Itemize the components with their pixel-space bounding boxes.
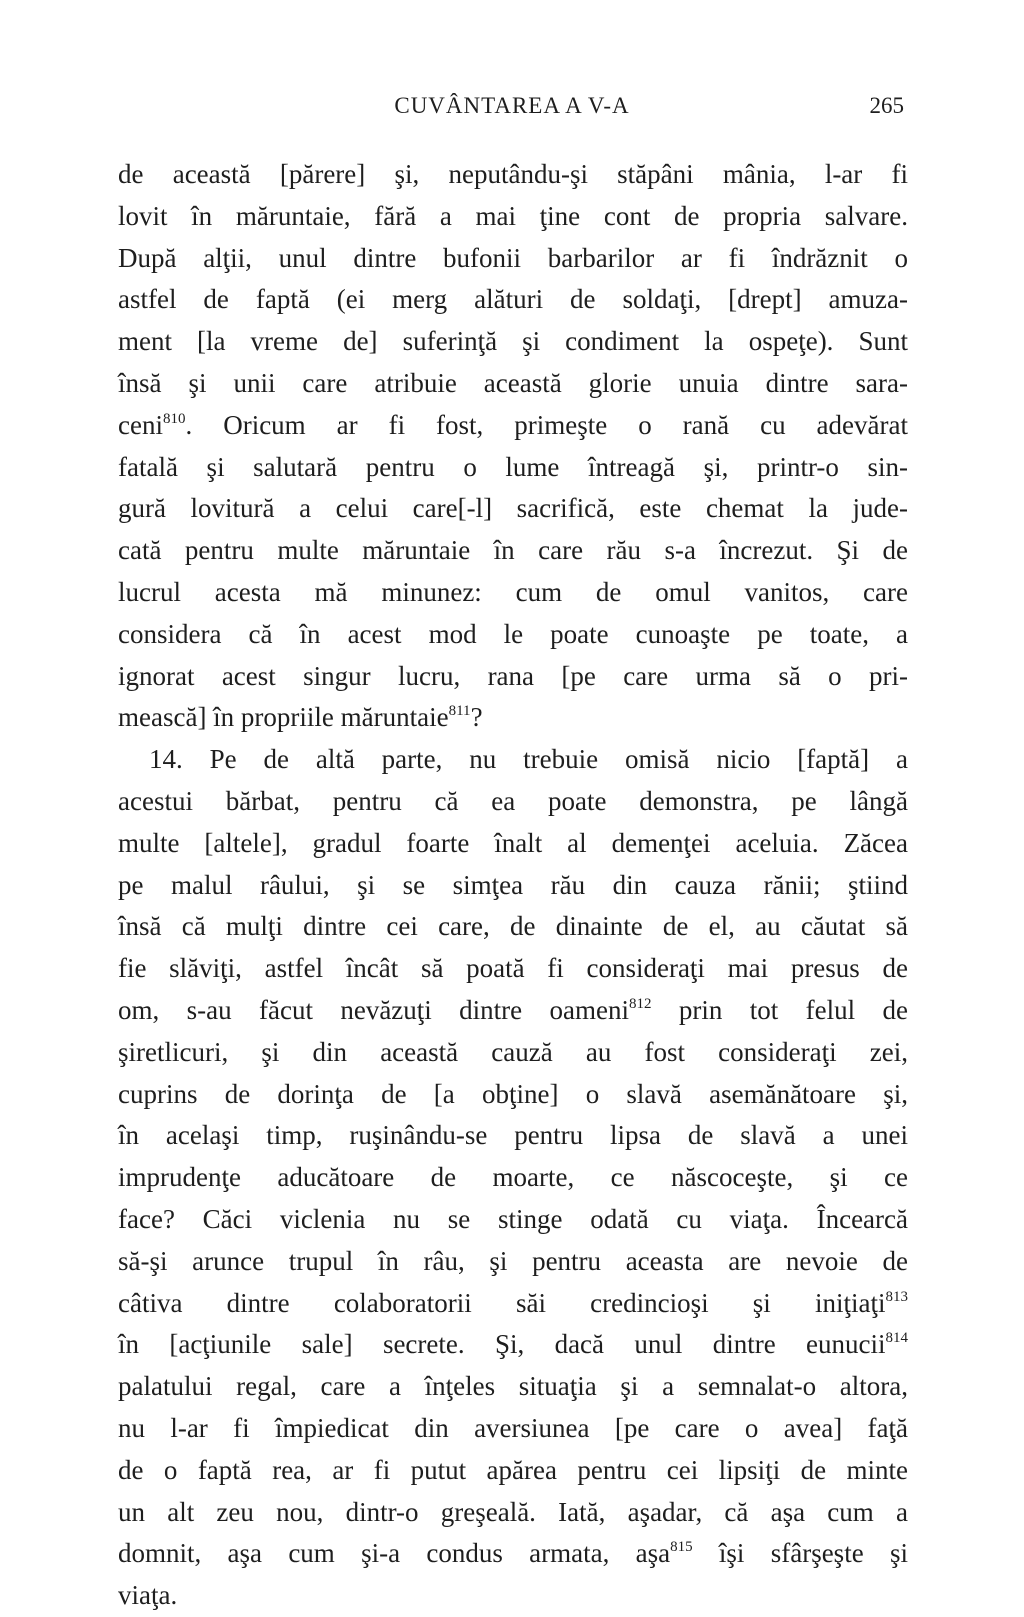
text-line bbox=[118, 1283, 908, 1325]
text-line: fie slăviţi, astfel încât să poată fi consideraţi mai presus de bbox=[118, 953, 908, 984]
text-line: 14. Pe de altă parte, nu trebuie omisă nicio [faptă] a bbox=[149, 744, 908, 775]
text-line: de o faptă rea, ar fi putut apărea pentru cei lipsiţi de minte bbox=[118, 1454, 908, 1485]
text-line: acestui bărbat, pentru că ea poate demonstra, pe lângă bbox=[118, 785, 908, 816]
text-line: ignorat acest singur lucru, rana [pe care urma să o pri- bbox=[118, 660, 908, 691]
text-line: considera că în acest mod le poate cunoaşte pe toate, a bbox=[118, 618, 908, 649]
footnote-ref-813: 813 bbox=[885, 1288, 908, 1305]
running-header bbox=[0, 88, 1024, 124]
text-span: prin tot felul de bbox=[651, 994, 908, 1025]
text-span: ? bbox=[470, 702, 483, 733]
text-line: un alt zeu nou, dintr-o greşeală. Iată, aşadar, că aşa cum a bbox=[118, 1496, 908, 1527]
text-line: cuprins de dorinţa de [a obţine] o slavă asemănătoare şi, bbox=[118, 1078, 908, 1109]
text-line: astfel de faptă (ei merg alături de soldaţi, [drept] amuza- bbox=[118, 284, 908, 315]
body-text bbox=[118, 154, 908, 1617]
text-line: fatală şi salutară pentru o lume întreagă şi, printr-o sin- bbox=[118, 451, 908, 482]
text-line: nu l-ar fi împiedicat din aversiunea [pe care o avea] faţă bbox=[118, 1412, 908, 1443]
text-line: însă şi unii care atribuie această glorie unuia dintre sara- bbox=[118, 367, 908, 398]
footnote-ref-811: 811 bbox=[448, 703, 471, 720]
running-title: CUVÂNTAREA A V-A bbox=[394, 93, 630, 118]
text-line bbox=[118, 697, 908, 739]
text-span: domnit, aşa cum şi-a condus armata, aşa bbox=[118, 1538, 671, 1569]
text-line: pe malul râului, şi se simţea rău din cauza rănii; ştiind bbox=[118, 869, 908, 900]
text-span: ceni bbox=[118, 409, 163, 440]
text-line: însă că mulţi dintre cei care, de dinainte de el, au căutat să bbox=[118, 911, 908, 942]
text-line: lucrul acesta mă minunez: cum de omul vanitos, care bbox=[118, 576, 908, 607]
page-number: 265 bbox=[869, 93, 904, 118]
footnote-ref-814: 814 bbox=[885, 1330, 908, 1347]
paragraph bbox=[118, 154, 908, 739]
text-line: multe [altele], gradul foarte înalt al demenţei aceluia. Zăcea bbox=[118, 827, 908, 858]
text-line: ment [la vreme de] suferinţă şi condiment la ospeţe). Sunt bbox=[118, 326, 908, 357]
text-line: face? Căci viclenia nu se stinge odată cu viaţa. Încearcă bbox=[118, 1203, 908, 1234]
footnote-ref-810: 810 bbox=[162, 410, 186, 427]
text-span: . Oricum ar fi fost, primeşte o rană cu adevărat bbox=[185, 409, 908, 440]
paragraph bbox=[118, 739, 908, 1617]
text-line: în acelaşi timp, ruşinându-se pentru lipsa de slavă a unei bbox=[118, 1120, 908, 1151]
footnote-ref-812: 812 bbox=[629, 995, 652, 1012]
text-span: câtiva dintre colaboratorii săi credincioşi şi iniţiaţi bbox=[118, 1287, 886, 1318]
text-line bbox=[118, 990, 908, 1032]
text-line: gură lovitură a celui care[-l] sacrifică, este chemat la jude- bbox=[118, 493, 908, 524]
text-span: mească] în propriile măruntaie bbox=[118, 702, 449, 733]
text-line bbox=[118, 1533, 908, 1575]
text-line bbox=[118, 1324, 908, 1366]
text-line: de această [părere] şi, neputându-şi stăpâni mânia, l-ar fi bbox=[118, 159, 908, 189]
footnote-ref-815: 815 bbox=[670, 1539, 693, 1556]
text-line: După alţii, unul dintre bufonii barbarilor ar fi îndrăznit o bbox=[118, 242, 908, 273]
text-span: om, s-au făcut nevăzuţi dintre oameni bbox=[118, 994, 629, 1025]
text-span: în [acţiunile sale] secrete. Şi, dacă unul dintre eunucii bbox=[118, 1329, 886, 1360]
text-line bbox=[118, 405, 908, 447]
text-line: lovit în măruntaie, fără a mai ţine cont de propria salvare. bbox=[118, 200, 908, 231]
text-line: să-şi arunce trupul în râu, şi pentru aceasta are nevoie de bbox=[118, 1245, 908, 1276]
text-line: cată pentru multe măruntaie în care rău s-a încrezut. Şi de bbox=[118, 535, 908, 566]
text-line: imprudenţe aducătoare de moarte, ce născoceşte, şi ce bbox=[118, 1162, 908, 1193]
text-line: palatului regal, care a înţeles situaţia şi a semnalat-o altora, bbox=[118, 1371, 908, 1402]
text-line: viaţa. bbox=[118, 1580, 178, 1611]
text-line: şiretlicuri, şi din această cauză au fost consideraţi zei, bbox=[118, 1036, 908, 1067]
text-span: îşi sfârşeşte şi bbox=[692, 1538, 908, 1569]
